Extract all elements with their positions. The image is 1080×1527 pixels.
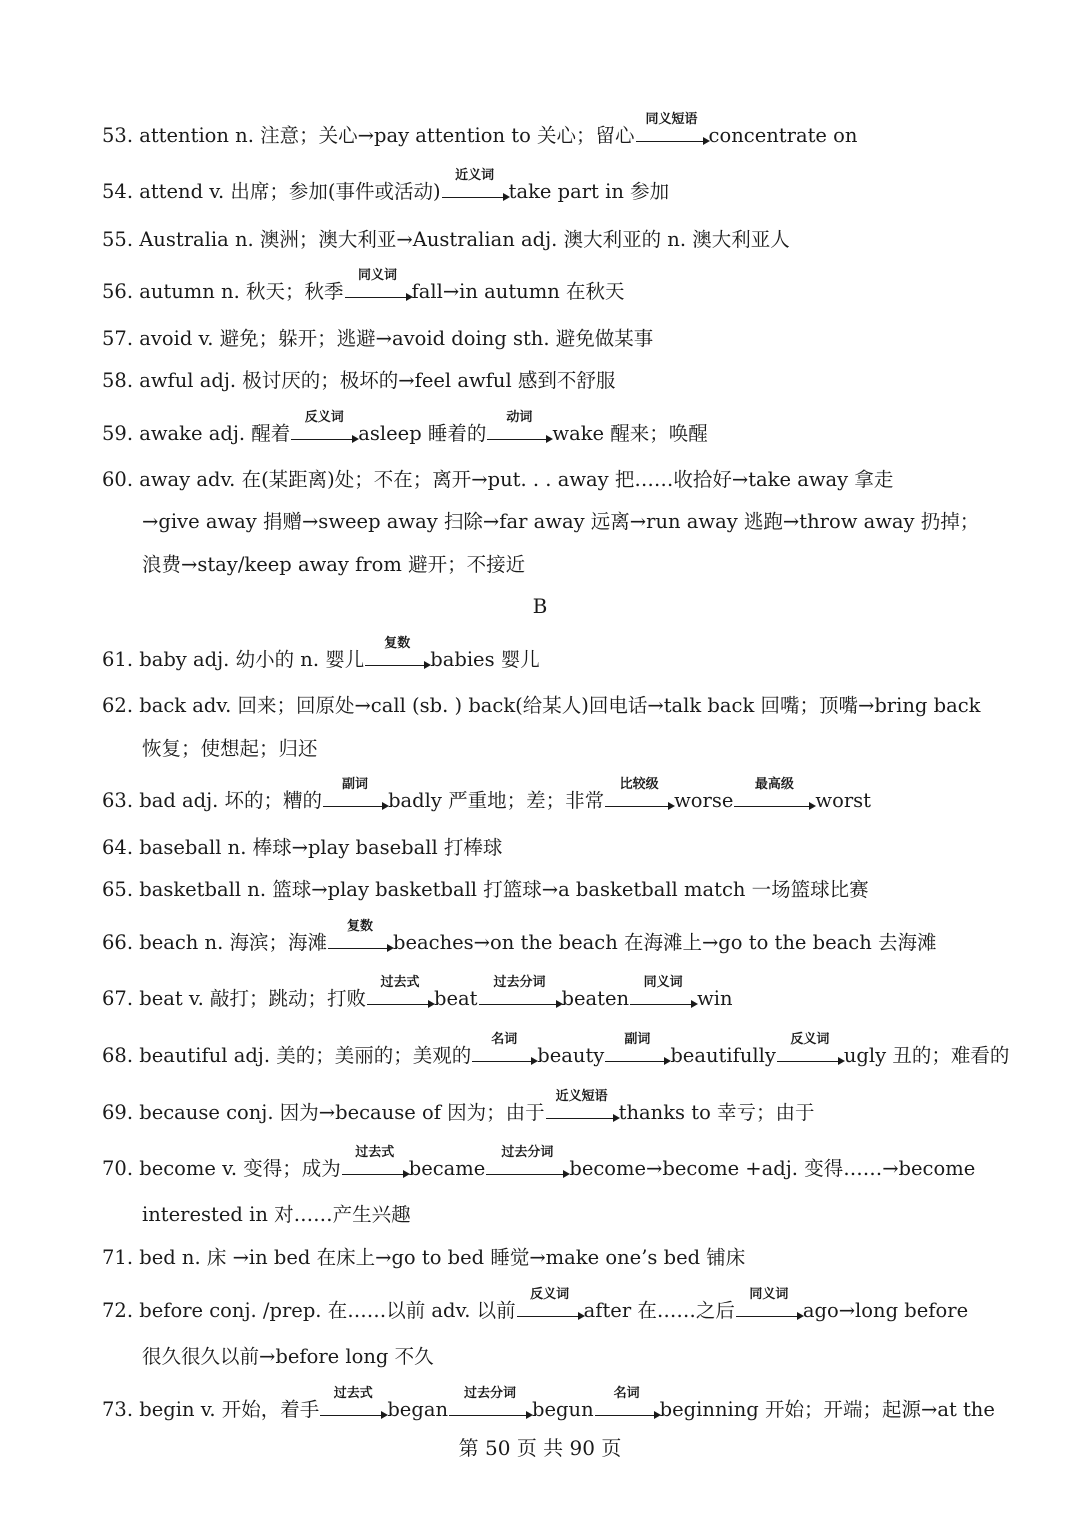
vocab-entry bbox=[102, 918, 1002, 957]
relation-arrow bbox=[517, 1286, 583, 1318]
vocab-entry bbox=[102, 267, 1002, 306]
entry-text: concentrate on bbox=[708, 124, 858, 147]
arrow-line bbox=[328, 948, 392, 950]
relation-label: 名词 bbox=[613, 1385, 640, 1401]
relation-label: 比较级 bbox=[619, 776, 659, 792]
entry-text: 恢复；使想起；归还 bbox=[142, 737, 318, 760]
relation-arrow bbox=[323, 776, 387, 808]
arrow-line bbox=[546, 1118, 618, 1120]
relation-label: 反义词 bbox=[790, 1031, 830, 1047]
arrow-line bbox=[636, 141, 708, 143]
relation-label: 副词 bbox=[624, 1031, 651, 1047]
entry-text: beautifully bbox=[670, 1044, 776, 1067]
vocab-entry bbox=[102, 367, 1002, 395]
entry-continuation-line bbox=[142, 1343, 1002, 1371]
relation-label: 过去分词 bbox=[464, 1385, 517, 1401]
entry-text: after 在……之后 bbox=[583, 1299, 735, 1322]
relation-arrow bbox=[442, 167, 508, 199]
relation-label: 过去式 bbox=[355, 1144, 395, 1160]
arrow-line bbox=[291, 439, 357, 441]
entry-text: 71. bed n. 床 →in bed 在床上→go to bed 睡觉→make one’s bed 铺床 bbox=[102, 1246, 746, 1269]
entry-text: 68. beautiful adj. 美的；美丽的；美观的 bbox=[102, 1044, 472, 1067]
relation-label: 过去分词 bbox=[501, 1144, 554, 1160]
relation-label: 动词 bbox=[506, 409, 533, 425]
relation-arrow bbox=[449, 1385, 531, 1417]
relation-label: 同义词 bbox=[749, 1286, 789, 1302]
relation-arrow bbox=[367, 974, 433, 1006]
arrow-line bbox=[605, 806, 673, 808]
relation-arrow bbox=[605, 1031, 669, 1063]
entry-text: 66. beach n. 海滨；海滩 bbox=[102, 931, 327, 954]
entry-text: ugly 丑的；难看的 bbox=[843, 1044, 1010, 1067]
relation-arrow bbox=[734, 776, 814, 808]
entry-text: win bbox=[697, 987, 733, 1010]
entry-text: 61. baby adj. 幼小的 n. 婴儿 bbox=[102, 648, 365, 671]
vocab-entry bbox=[102, 226, 1002, 254]
arrow-line bbox=[367, 1004, 433, 1006]
entry-text: 58. awful adj. 极讨厌的；极坏的→feel awful 感到不舒服 bbox=[102, 369, 616, 392]
arrow-line bbox=[486, 1174, 568, 1176]
arrow-line bbox=[449, 1415, 531, 1417]
relation-arrow bbox=[320, 1385, 386, 1417]
entry-text: thanks to 幸亏；由于 bbox=[618, 1101, 815, 1124]
relation-label: 反义词 bbox=[304, 409, 344, 425]
arrow-line bbox=[605, 1061, 669, 1063]
entry-text: 60. away adv. 在(某距离)处；不在；离开→put. . . away 把……收拾好→take away 拿走 bbox=[102, 468, 894, 491]
vocab-entry bbox=[102, 325, 1002, 353]
relation-arrow bbox=[342, 1144, 408, 1176]
entry-text: 72. before conj. /prep. 在……以前 adv. 以前 bbox=[102, 1299, 516, 1322]
entry-text: 63. bad adj. 坏的；糟的 bbox=[102, 789, 323, 812]
entry-text: asleep 睡着的 bbox=[358, 422, 487, 445]
relation-arrow bbox=[736, 1286, 802, 1318]
entry-text: →give away 捐赠→sweep away 扫除→far away 远离→run away 逃跑→throw away 扔掉； bbox=[142, 510, 980, 533]
relation-label: 同义短语 bbox=[645, 111, 698, 127]
entry-text: 59. awake adj. 醒着 bbox=[102, 422, 291, 445]
entry-text: fall→in autumn 在秋天 bbox=[411, 280, 625, 303]
entry-text: 67. beat v. 敲打；跳动；打败 bbox=[102, 987, 366, 1010]
relation-arrow bbox=[630, 974, 696, 1006]
entry-text: 64. baseball n. 棒球→play baseball 打棒球 bbox=[102, 836, 503, 859]
entry-text: 55. Australia n. 澳洲；澳大利亚→Australian adj. 澳大利亚的 n. 澳大利亚人 bbox=[102, 228, 790, 251]
entry-text: beauty bbox=[537, 1044, 605, 1067]
relation-arrow bbox=[472, 1031, 536, 1063]
entry-continuation-line bbox=[142, 1201, 1002, 1229]
vocab-entry bbox=[102, 409, 1002, 448]
entry-text: interested in 对……产生兴趣 bbox=[142, 1203, 411, 1226]
vocab-entry bbox=[102, 692, 1002, 720]
relation-arrow bbox=[595, 1385, 659, 1417]
vocab-entry bbox=[102, 635, 1002, 674]
entry-text: 很久很久以前→before long 不久 bbox=[142, 1345, 434, 1368]
arrow-line bbox=[345, 297, 411, 299]
relation-label: 副词 bbox=[342, 776, 369, 792]
vocab-entry bbox=[102, 167, 1002, 206]
vocab-entry bbox=[102, 1244, 1002, 1272]
vocab-entry bbox=[102, 776, 1002, 815]
relation-label: 复数 bbox=[346, 918, 373, 934]
arrow-line bbox=[320, 1415, 386, 1417]
relation-label: 反义词 bbox=[530, 1286, 570, 1302]
section-heading: B bbox=[532, 594, 548, 618]
entry-text: worst bbox=[815, 789, 872, 812]
entry-text: wake 醒来；唤醒 bbox=[552, 422, 708, 445]
relation-arrow bbox=[636, 111, 708, 143]
entry-text: 62. back adv. 回来；回原处→call (sb. ) back(给某人)回电话→talk back 回嘴；顶嘴→bring back bbox=[102, 694, 981, 717]
entry-text: become→become +adj. 变得……→become bbox=[569, 1157, 976, 1180]
vocab-entry bbox=[102, 834, 1002, 862]
entry-text: babies 婴儿 bbox=[430, 648, 540, 671]
entry-continuation-line bbox=[142, 735, 1002, 763]
relation-label: 近义短语 bbox=[555, 1088, 608, 1104]
arrow-line bbox=[365, 665, 429, 667]
arrow-line bbox=[734, 806, 814, 808]
entry-text: 69. because conj. 因为→because of 因为；由于 bbox=[102, 1101, 545, 1124]
relation-arrow bbox=[365, 635, 429, 667]
entry-text: 65. basketball n. 篮球→play basketball 打篮球→a basketball match 一场篮球比赛 bbox=[102, 878, 869, 901]
arrow-line bbox=[479, 1004, 561, 1006]
relation-label: 过去式 bbox=[333, 1385, 373, 1401]
vocab-entry bbox=[102, 1144, 1002, 1183]
relation-label: 过去分词 bbox=[493, 974, 546, 990]
entry-text: take part in 参加 bbox=[508, 180, 670, 203]
entry-continuation-line bbox=[142, 551, 1002, 579]
relation-label: 名词 bbox=[491, 1031, 518, 1047]
relation-arrow bbox=[777, 1031, 843, 1063]
entry-text: begun bbox=[532, 1398, 594, 1421]
vocab-entry bbox=[102, 1385, 1002, 1424]
entry-text: beginning 开始；开端；起源→at the bbox=[659, 1398, 995, 1421]
arrow-line bbox=[342, 1174, 408, 1176]
entry-text: worse bbox=[674, 789, 734, 812]
entry-text: ago→long before bbox=[802, 1299, 969, 1322]
vocab-entry bbox=[102, 1088, 1002, 1127]
relation-arrow bbox=[487, 409, 551, 441]
relation-arrow bbox=[605, 776, 673, 808]
relation-arrow bbox=[291, 409, 357, 441]
entry-text: 57. avoid v. 避免；躲开；逃避→avoid doing sth. 避免做某事 bbox=[102, 327, 654, 350]
entry-text: began bbox=[387, 1398, 449, 1421]
vocab-entry bbox=[102, 466, 1002, 494]
arrow-line bbox=[777, 1061, 843, 1063]
entry-text: beaten bbox=[561, 987, 630, 1010]
entry-text: 53. attention n. 注意；关心→pay attention to 关心；留心 bbox=[102, 124, 635, 147]
relation-label: 复数 bbox=[384, 635, 411, 651]
relation-label: 同义词 bbox=[357, 267, 397, 283]
arrow-line bbox=[442, 197, 508, 199]
entry-text: 73. begin v. 开始，着手 bbox=[102, 1398, 320, 1421]
entry-text: 70. become v. 变得；成为 bbox=[102, 1157, 341, 1180]
entry-text: beaches→on the beach 在海滩上→go to the beach 去海滩 bbox=[393, 931, 937, 954]
vocab-entry bbox=[102, 974, 1002, 1013]
entry-text: 浪费→stay/keep away from 避开；不接近 bbox=[142, 553, 526, 576]
relation-label: 最高级 bbox=[754, 776, 794, 792]
relation-label: 过去式 bbox=[380, 974, 420, 990]
vocab-entry bbox=[102, 111, 1002, 150]
relation-arrow bbox=[328, 918, 392, 950]
arrow-line bbox=[487, 439, 551, 441]
relation-arrow bbox=[345, 267, 411, 299]
relation-arrow bbox=[479, 974, 561, 1006]
relation-arrow bbox=[486, 1144, 568, 1176]
vocab-entry bbox=[102, 876, 1002, 904]
vocab-entry bbox=[102, 1286, 1002, 1325]
relation-arrow bbox=[546, 1088, 618, 1120]
arrow-line bbox=[736, 1316, 802, 1318]
entry-continuation-line bbox=[142, 508, 1002, 536]
entry-text: 56. autumn n. 秋天；秋季 bbox=[102, 280, 344, 303]
vocab-entry bbox=[102, 1031, 1010, 1070]
arrow-line bbox=[517, 1316, 583, 1318]
entry-text: beat bbox=[434, 987, 478, 1010]
page-footer: 第 50 页 共 90 页 bbox=[458, 1436, 622, 1460]
entry-text: badly 严重地；差；非常 bbox=[388, 789, 605, 812]
arrow-line bbox=[323, 806, 387, 808]
arrow-line bbox=[472, 1061, 536, 1063]
relation-label: 近义词 bbox=[455, 167, 495, 183]
arrow-line bbox=[595, 1415, 659, 1417]
relation-label: 同义词 bbox=[643, 974, 683, 990]
arrow-line bbox=[630, 1004, 696, 1006]
entry-text: 54. attend v. 出席；参加(事件或活动) bbox=[102, 180, 441, 203]
entry-text: became bbox=[408, 1157, 486, 1180]
